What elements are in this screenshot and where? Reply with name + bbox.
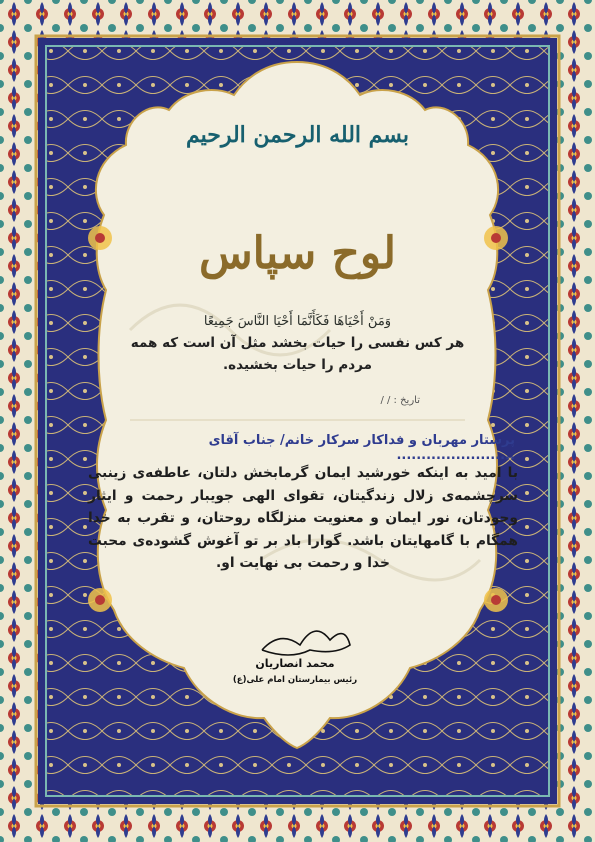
signatory-title: رئیس بیمارستان امام علی(ع) bbox=[232, 675, 358, 685]
date-field: تاریخ : / / bbox=[380, 395, 420, 406]
addressee-line: پرستار مهربان و فداکار سرکار خانم/ جناب آقای ........................ bbox=[208, 433, 515, 463]
page-title: لوح سپاس bbox=[198, 228, 397, 279]
bismillah-calligraphy: بسم الله الرحمن الرحیم bbox=[185, 122, 410, 148]
quran-verse: وَمَنْ أَحْيَاهَا فَكَأَنَّمَا أَحْيَا النَّاسَ جَمِيعًا bbox=[203, 314, 392, 329]
body-text: با امید به اینکه خورشید ایمان گرمابخش دلتان، عاطفه‌ی زینبی سرچشمه‌ی زلال زندگیتان، تقوای الهی جویبار رحمت و ایثار وجودتان، نور ایمان و معنویت منزلگاه روحتان، و تقرب به خدا همگام با گامهایتان باشد. گوارا باد بر تو آغوش گشوده‌ی محبت خدا و رحمت بی نهایت او. bbox=[88, 465, 518, 571]
verse-translation: هر کس نفسی را حیات بخشد مثل آن است که همه مردم را حیات بخشیده. bbox=[130, 335, 465, 373]
signatory-name: محمد انصاریان bbox=[255, 657, 335, 670]
